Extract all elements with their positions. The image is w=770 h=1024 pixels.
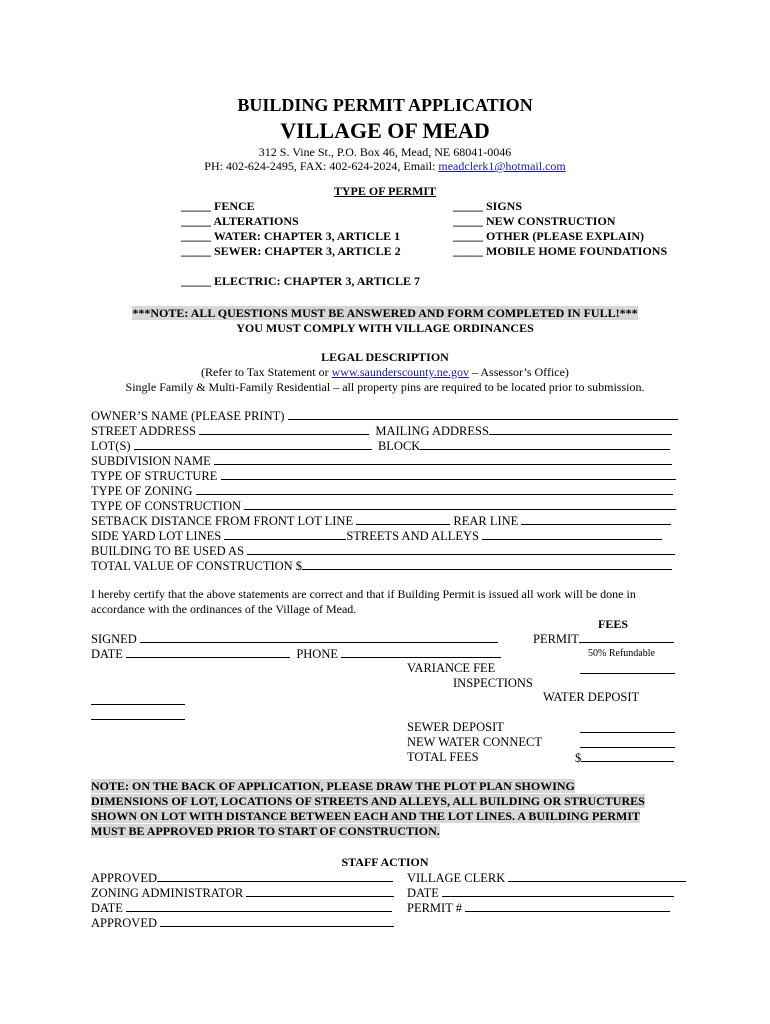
blank: _____ (453, 199, 483, 213)
subdivision-row (91, 453, 672, 469)
blank: _____ (181, 214, 211, 228)
permit-option-other[interactable] (453, 229, 667, 244)
comply-note: YOU MUST COMPLY WITH VILLAGE ORDINANCES (236, 321, 534, 335)
note-line-1: ***NOTE: ALL QUESTIONS MUST BE ANSWERED AND FORM COMPLETED IN FULL!*** (132, 306, 638, 320)
refundable-note: 50% Refundable (588, 648, 655, 659)
village-clerk-input[interactable] (508, 870, 686, 882)
approved-input-2[interactable] (160, 915, 394, 927)
staff-date-row-2 (91, 900, 392, 916)
setback-input[interactable] (356, 513, 450, 525)
contact-line (0, 159, 770, 174)
construction-label: TYPE OF CONSTRUCTION (91, 499, 242, 513)
zoning-label: TYPE OF ZONING (91, 484, 193, 498)
permit-option-new-construction[interactable] (453, 214, 667, 229)
complete-note (0, 306, 770, 321)
construction-input[interactable] (244, 498, 676, 510)
total-fees-label: TOTAL FEES (407, 750, 479, 764)
mailing-label: MAILING ADDRESS (375, 424, 489, 438)
approved-input[interactable] (157, 870, 393, 882)
street-label: STREET ADDRESS (91, 424, 196, 438)
option-label: WATER: CHAPTER 3, ARTICLE 1 (213, 229, 401, 243)
side-yard-input[interactable] (224, 528, 346, 540)
permit-option-electric[interactable] (181, 274, 420, 289)
variance-input[interactable] (580, 661, 675, 679)
sewer-deposit-label: SEWER DEPOSIT (407, 720, 504, 734)
permit-number-input[interactable] (465, 900, 670, 912)
structure-label: TYPE OF STRUCTURE (91, 469, 218, 483)
owner-label: OWNER’S NAME (PLEASE PRINT) (91, 409, 285, 423)
approved-row-2 (91, 915, 394, 931)
permit-option-sewer[interactable] (181, 244, 401, 259)
lots-label: LOT(S) (91, 439, 131, 453)
blank: _____ (181, 274, 211, 288)
mailing-input[interactable] (489, 423, 672, 435)
total-value-row (91, 558, 672, 574)
used-as-row (91, 543, 675, 559)
county-link[interactable]: www.saunderscounty.ne.gov (331, 365, 470, 379)
email-link[interactable]: meadclerk1@hotmail.com (438, 159, 566, 173)
signed-label: SIGNED (91, 632, 137, 646)
owner-input[interactable] (288, 408, 678, 420)
block-input[interactable] (420, 438, 670, 450)
signed-input[interactable] (140, 631, 498, 643)
date-phone-row (91, 646, 501, 662)
variance-label: VARIANCE FEE (407, 661, 496, 675)
setback-label: SETBACK DISTANCE FROM FRONT LOT LINE (91, 514, 354, 528)
approved-label-2: APPROVED (91, 916, 157, 930)
blank: _____ (453, 244, 483, 258)
option-label: ALTERATIONS (213, 214, 299, 228)
structure-input[interactable] (221, 468, 676, 480)
construction-row (91, 498, 676, 514)
staff-date-input[interactable] (442, 885, 674, 897)
phone-label: PHONE (296, 647, 338, 661)
permit-number-label: PERMIT # (407, 901, 462, 915)
pins-note: Single Family & Multi-Family Residential – all property pins are required to be located prior to submission. (125, 380, 645, 394)
approved-row-1 (91, 870, 393, 886)
side-yard-row (91, 528, 662, 544)
permit-option-signs[interactable] (453, 199, 667, 214)
total-fees-row (575, 750, 674, 766)
certify-line-1: I hereby certify that the above statements are correct and that if Building Permit is issued all work will be done in (91, 587, 636, 601)
signed-row (91, 631, 498, 647)
phone-input[interactable] (341, 646, 501, 658)
refer-suffix: – Assessor’s Office) (469, 365, 569, 379)
option-label: MOBILE HOME FOUNDATIONS (486, 244, 668, 258)
permit-types-right (453, 199, 667, 259)
streets-alleys-input[interactable] (482, 528, 662, 540)
legal-heading: LEGAL DESCRIPTION (321, 350, 449, 364)
permit-option-mobile-home[interactable] (453, 244, 667, 259)
permit-fee-label: PERMIT (533, 632, 579, 646)
zoning-admin-row (91, 885, 394, 901)
option-label: SIGNS (486, 199, 523, 213)
zoning-input[interactable] (196, 483, 673, 495)
blank: _____ (181, 244, 211, 258)
legal-refer (0, 365, 770, 380)
permit-option-water[interactable] (181, 229, 401, 244)
lots-input[interactable] (134, 438, 372, 450)
plot-note-line-4: MUST BE APPROVED PRIOR TO START OF CONSTRUCTION. (91, 824, 440, 838)
permit-option-fence[interactable] (181, 199, 401, 214)
refer-prefix: (Refer to Tax Statement or (201, 365, 332, 379)
rear-label: REAR LINE (453, 514, 519, 528)
street-row (91, 423, 672, 439)
zoning-admin-label: ZONING ADMINISTRATOR (91, 886, 244, 900)
permit-number-row (407, 900, 670, 916)
staff-action-heading: STAFF ACTION (341, 855, 429, 869)
permit-types-left (181, 199, 401, 259)
plot-plan-note (91, 779, 645, 839)
village-address: 312 S. Vine St., P.O. Box 46, Mead, NE 68041-0046 (258, 145, 512, 159)
permit-type-heading: TYPE OF PERMIT (333, 184, 437, 198)
block-label: BLOCK (377, 439, 421, 453)
date-label: DATE (91, 647, 123, 661)
date-label-2: DATE (91, 901, 123, 915)
total-value-label: TOTAL VALUE OF CONSTRUCTION $ (91, 559, 303, 573)
village-clerk-label: VILLAGE CLERK (407, 871, 506, 885)
used-as-input[interactable] (247, 543, 675, 555)
permit-fee-input[interactable] (579, 631, 674, 643)
water-deposit-label: WATER DEPOSIT (543, 690, 640, 704)
street-input[interactable] (199, 423, 369, 435)
zoning-admin-input[interactable] (246, 885, 394, 897)
subdivision-label: SUBDIVISION NAME (91, 454, 211, 468)
side-yard-label: SIDE YARD LOT LINES (91, 529, 222, 543)
date-input[interactable] (126, 646, 290, 658)
owner-row (91, 408, 678, 424)
fees-heading: FEES (598, 617, 629, 631)
blank: _____ (453, 229, 483, 243)
staff-date-row (407, 885, 674, 901)
blank: _____ (453, 214, 483, 228)
permit-option-alterations[interactable] (181, 214, 401, 229)
option-label: SEWER: CHAPTER 3, ARTICLE 2 (214, 244, 401, 258)
phone-fax: PH: 402-624-2495, FAX: 402-624-2024, Email: (204, 159, 439, 173)
blank: _____ (181, 199, 211, 213)
streets-alleys-label: STREETS AND ALLEYS (346, 529, 479, 543)
village-clerk-row (407, 870, 686, 886)
option-label: FENCE (214, 199, 255, 213)
plot-note-line-2: DIMENSIONS OF LOT, LOCATIONS OF STREETS AND ALLEYS, ALL BUILDING OR STRUCTURES (91, 794, 645, 808)
inspections-label: INSPECTIONS (453, 676, 533, 690)
village-name: VILLAGE OF MEAD (280, 118, 490, 143)
form-title: BUILDING PERMIT APPLICATION (237, 95, 533, 115)
option-label: NEW CONSTRUCTION (486, 214, 616, 228)
dollar-sign: $ (575, 751, 582, 765)
certify-line-2: accordance with the ordinances of the Village of Mead. (91, 602, 357, 616)
new-water-label: NEW WATER CONNECT (407, 735, 542, 749)
rear-input[interactable] (521, 513, 671, 525)
staff-date-label: DATE (407, 886, 439, 900)
setback-row (91, 513, 671, 529)
water-deposit-input[interactable] (91, 707, 185, 725)
lots-row (91, 438, 670, 454)
date-input-2[interactable] (126, 900, 392, 912)
option-label: ELECTRIC: CHAPTER 3, ARTICLE 7 (214, 274, 420, 288)
total-fees-input[interactable] (581, 750, 674, 762)
used-as-label: BUILDING TO BE USED AS (91, 544, 245, 558)
plot-note-line-1: NOTE: ON THE BACK OF APPLICATION, PLEASE DRAW THE PLOT PLAN SHOWING (91, 779, 575, 793)
subdivision-input[interactable] (214, 453, 672, 465)
blank: _____ (181, 229, 211, 243)
option-label: OTHER (PLEASE EXPLAIN) (486, 229, 645, 243)
structure-row (91, 468, 676, 484)
zoning-row (91, 483, 673, 499)
plot-note-line-3: SHOWN ON LOT WITH DISTANCE BETWEEN EACH AND THE LOT LINES. A BUILDING PERMIT (91, 809, 641, 823)
total-value-input[interactable] (302, 558, 672, 570)
permit-fee-row (533, 631, 674, 647)
approved-label: APPROVED (91, 871, 157, 885)
